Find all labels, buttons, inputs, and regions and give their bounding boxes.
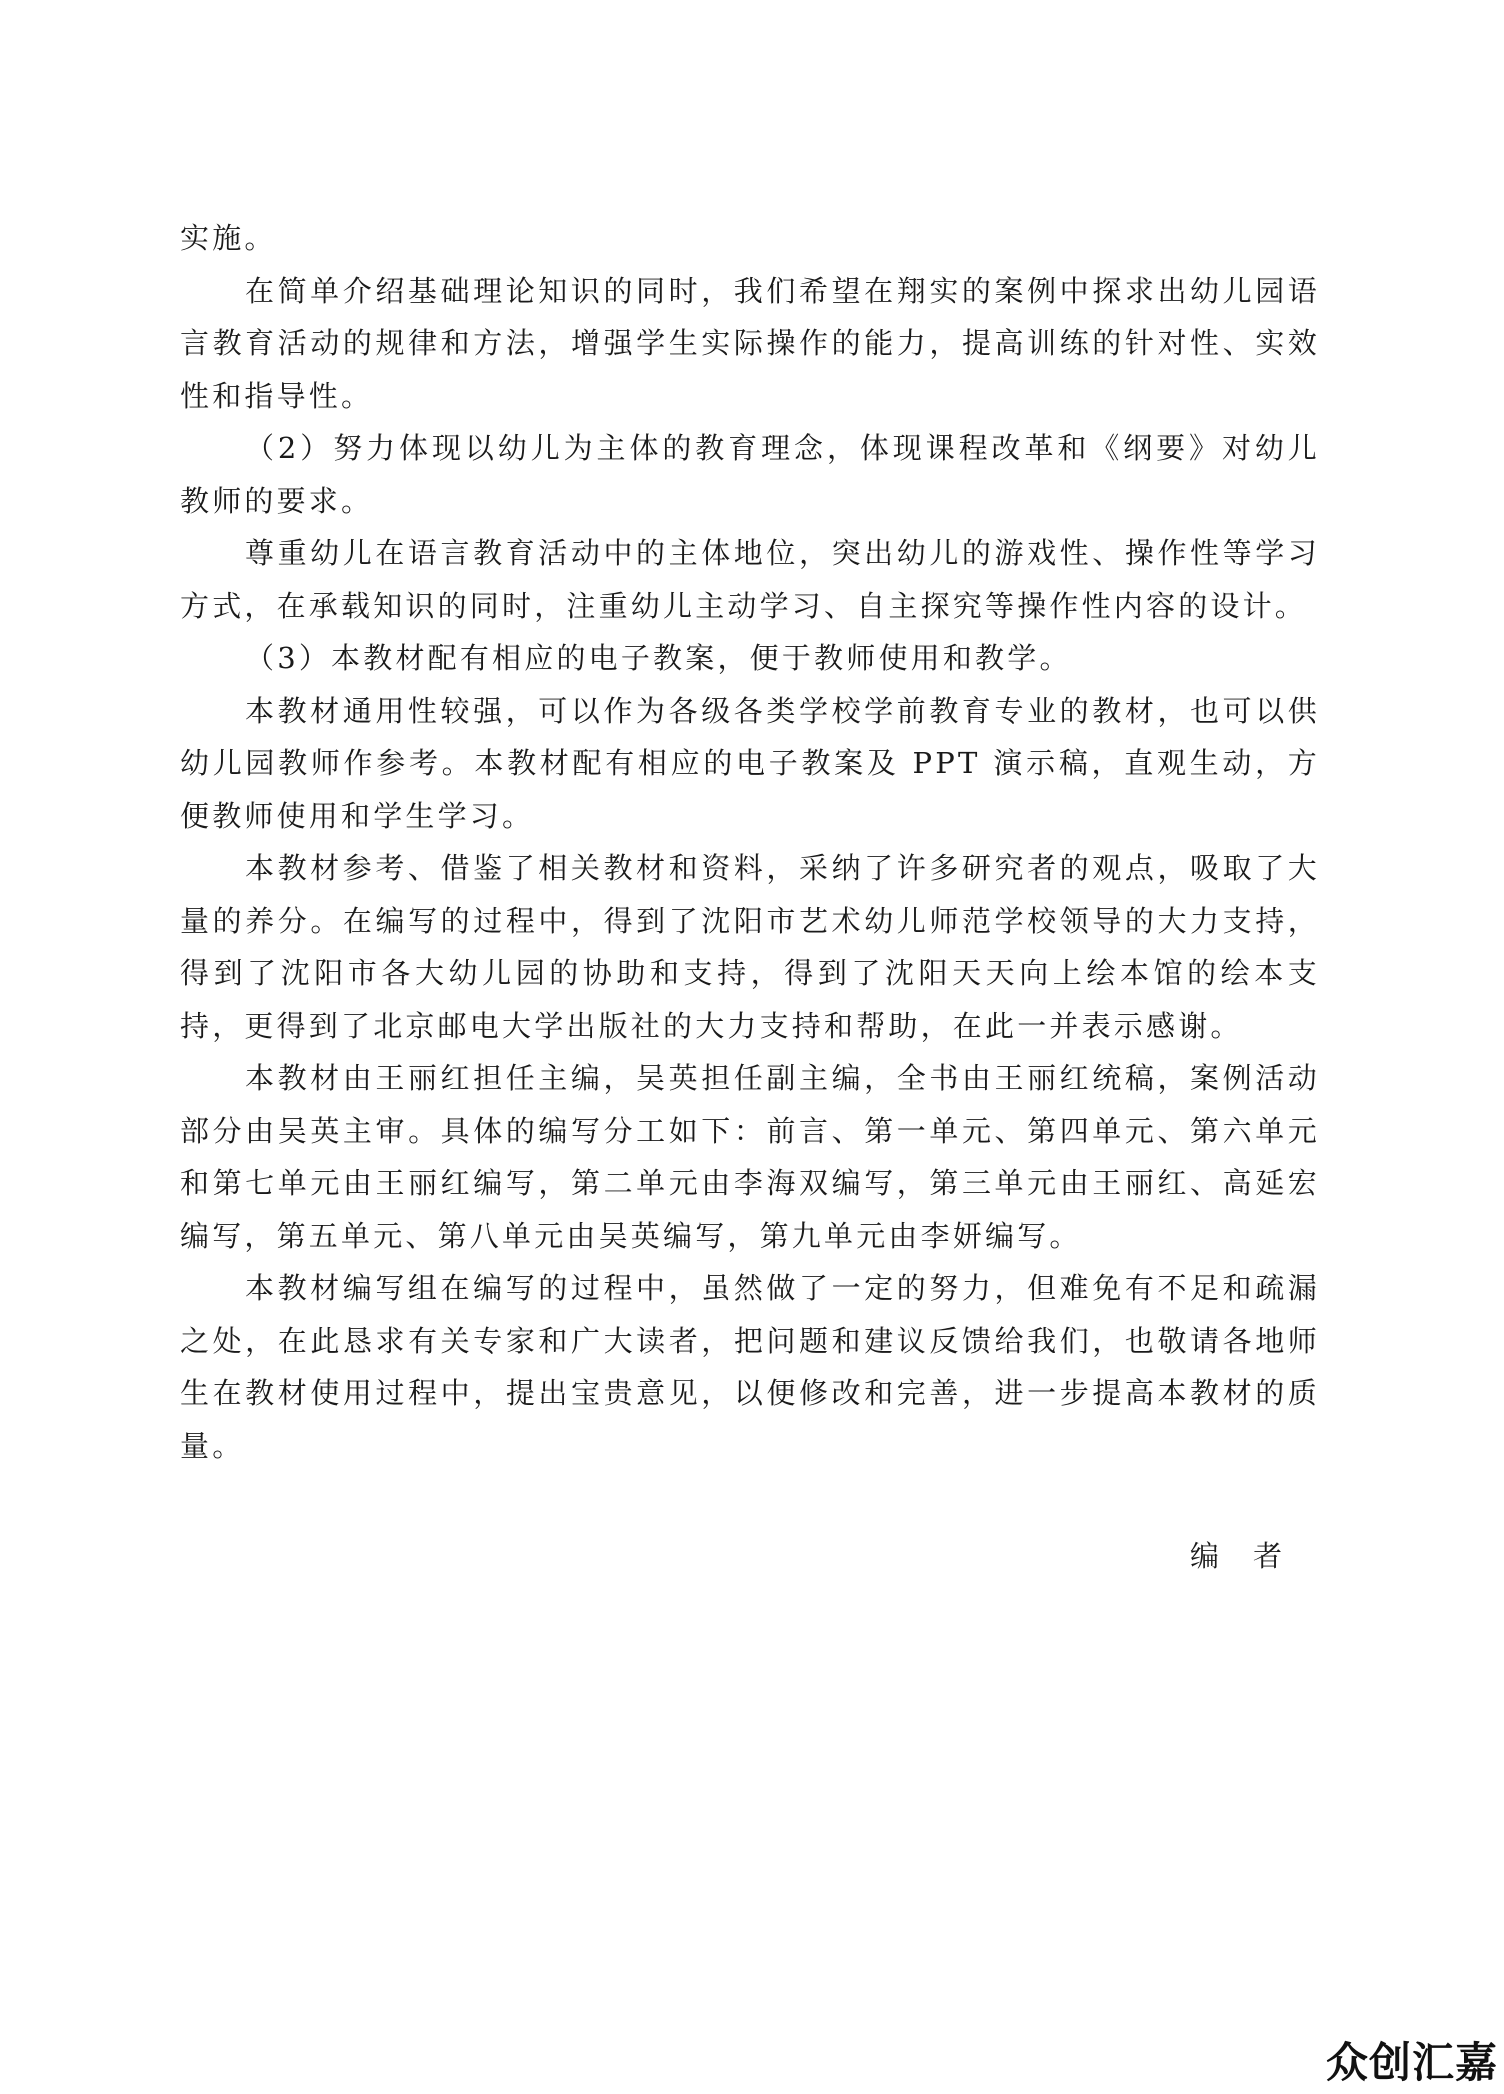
paragraph-point-3: （3）本教材配有相应的电子教案，便于教师使用和教学。	[245, 641, 1072, 675]
paragraph-continuation: 实施。	[180, 221, 277, 255]
paragraph-point-2: （2）努力体现以幼儿为主体的教育理念，体现课程改革和《纲要》对幼儿教师的要求。	[180, 431, 1320, 518]
paragraph-acknowledgement: 本教材参考、借鉴了相关教材和资料，采纳了许多研究者的观点，吸取了大量的养分。在编写的过程中，得到了沈阳市艺术幼儿师范学校领导的大力支持，得到了沈阳市各大幼儿园的协助和支持，得到了沈阳天天向上绘本馆的绘本支持，更得到了北京邮电大学出版社的大力支持和帮助，在此一并表示感谢。	[180, 851, 1320, 1043]
paragraph-authors: 本教材由王丽红担任主编，吴英担任副主编，全书由王丽红统稿，案例活动部分由吴英主审。具体的编写分工如下：前言、第一单元、第四单元、第六单元和第七单元由王丽红编写，第二单元由李海双编写，第三单元由王丽红、高延宏编写，第五单元、第八单元由吴英编写，第九单元由李妍编写。	[180, 1061, 1320, 1253]
watermark-logo: 众创汇嘉	[1325, 2038, 1498, 2087]
paragraph: 尊重幼儿在语言教育活动中的主体地位，突出幼儿的游戏性、操作性等学习方式，在承载知识的同时，注重幼儿主动学习、自主探究等操作性内容的设计。	[180, 536, 1320, 623]
paragraph-closing: 本教材编写组在编写的过程中，虽然做了一定的努力，但难免有不足和疏漏之处，在此恳求有关专家和广大读者，把问题和建议反馈给我们，也敬请各地师生在教材使用过程中，提出宝贵意见，以便修改和完善，进一步提高本教材的质量。	[180, 1271, 1320, 1463]
signature: 编者	[1190, 1539, 1317, 1573]
document-body	[180, 212, 1320, 1472]
paragraph: 在简单介绍基础理论知识的同时，我们希望在翔实的案例中探求出幼儿园语言教育活动的规律和方法，增强学生实际操作的能力，提高训练的针对性、实效性和指导性。	[180, 273, 1320, 413]
paragraph: 本教材通用性较强，可以作为各级各类学校学前教育专业的教材，也可以供幼儿园教师作参考。本教材配有相应的电子教案及 PPT 演示稿，直观生动，方便教师使用和学生学习。	[180, 693, 1320, 833]
